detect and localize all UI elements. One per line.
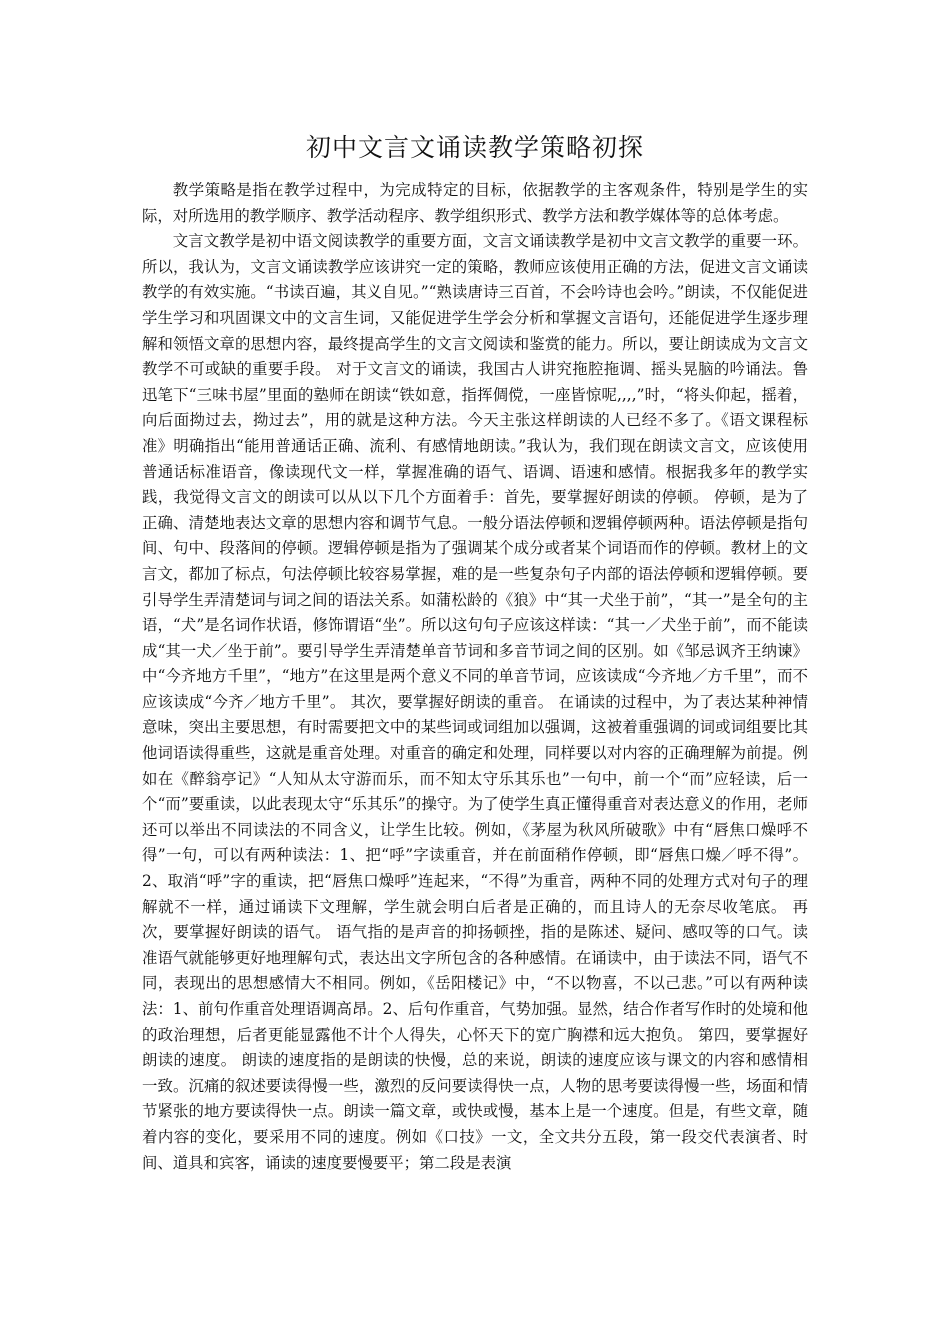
paragraph-main: 文言文教学是初中语文阅读教学的重要方面，文言文诵读教学是初中文言文教学的重要一环。所以，我认为，文言文诵读教学应该讲究一定的策略，教师应该使用正确的方法，促进文言文诵读教学的有效实施。“书读百遍，其义自见。”“熟读唐诗三百首，不会吟诗也会吟。”朗读，不仅能促进学生学习和巩固课文中的文言生词，又能促进学生学会分析和掌握文言语句，还能促进学生逐步理解和领悟文章的思想内容，最终提高学生的文言文阅读和鉴赏的能力。所以，要让朗读成为文言文教学不可或缺的重要手段。 对于文言文的诵读，我国古人讲究拖腔拖调、摇头晃脑的吟诵法。鲁迅笔下“三味书屋”里面的塾师在朗读“铁如意，指挥倜傥，一座皆惊呢,,,,”时，“将头仰起，摇着，向后面拗过去，拗过去”，用的就是这种方法。今天主张这样朗读的人已经不多了。《语文课程标准》明确指出“能用普通话正确、流利、有感情地朗读。”我认为，我们现在朗读文言文，应该使用普通话标准语音，像读现代文一样，掌握准确的语气、语调、语速和感情。根据我多年的教学实践，我觉得文言文的朗读可以从以下几个方面着手：首先，要掌握好朗读的停顿。 停顿，是为了正确、清楚地表达文章的思想内容和调节气息。一般分语法停顿和逻辑停顿两种。语法停顿是指句间、句中、段落间的停顿。逻辑停顿是指为了强调某个成分或者某个词语而作的停顿。教材上的文言文，都加了标点，句法停顿比较容易掌握，难的是一些复杂句子内部的语法停顿和逻辑停顿。要引导学生弄清楚词与词之间的语法关系。如蒲松龄的《狼》中“其一犬坐于前”，“其一”是全句的主语，“犬”是名词作状语，修饰谓语“坐”。所以这句句子应该这样读：“其一／犬坐于前”，而不能读成“其一犬／坐于前”。要引导学生弄清楚单音节词和多音节词之间的区别。如《邹忌讽齐王纳谏》中“今齐地方千里”，“地方”在这里是两个意义不同的单音节词，应该读成“今齐地／方千里”，而不应该读成“今齐／地方千里”。 其次，要掌握好朗读的重音。 在诵读的过程中，为了表达某种神情意味，突出主要思想，有时需要把文中的某些词或词组加以强调，这被着重强调的词或词组要比其他词语读得重些，这就是重音处理。对重音的确定和处理，同样要以对内容的正确理解为前提。例如在《醉翁亭记》“人知从太守游而乐，而不知太守乐其乐也”一句中，前一个“而”应轻读，后一个“而”要重读，以此表现太守“乐其乐”的操守。为了使学生真正懂得重音对表达意义的作用，老师还可以举出不同读法的不同含义，让学生比较。例如，《茅屋为秋风所破歌》中有“唇焦口燥呼不得”一句，可以有两种读法：1、把“呼”字读重音，并在前面稍作停顿，即“唇焦口燥／呼不得”。2、取消“呼”字的重读，把“唇焦口燥呼”连起来，“不得”为重音，两种不同的处理方式对句子的理解就不一样，通过诵读下文理解，学生就会明白后者是正确的，而且诗人的无奈尽收笔底。 再次，要掌握好朗读的语气。 语气指的是声音的抑扬顿挫，指的是陈述、疑问、感叹等的口气。读准语气就能够更好地理解句式，表达出文字所包含的各种感情。在诵读中，由于读法不同，语气不同，表现出的思想感情大不相同。例如，《岳阳楼记》中，“不以物喜，不以己悲。”可以有两种读法：1、前句作重音处理语调高昂。2、后句作重音，气势加强。显然，结合作者写作时的处境和他的政治理想，后者更能显露他不计个人得失，心怀天下的宽广胸襟和远大抱负。 第四，要掌握好朗读的速度。 朗读的速度指的是朗读的快慢，总的来说，朗读的速度应该与课文的内容和感情相一致。沉痛的叙述要读得慢一些，激烈的反问要读得快一点，人物的思考要读得慢一些，场面和情节紧张的地方要读得快一点。朗读一篇文章，或快或慢，基本上是一个速度。但是，有些文章，随着内容的变化，要采用不同的速度。例如《口技》一文，全文共分五段，第一段交代表演者、时间、道具和宾客，诵读的速度要慢要平；第二段是表演 xyxy=(142,232,808,1172)
document-title: 初中文言文诵读教学策略初探 xyxy=(305,133,644,162)
document-body xyxy=(142,178,808,1176)
paragraph-intro: 教学策略是指在教学过程中，为完成特定的目标，依据教学的主客观条件，特别是学生的实际，对所选用的教学顺序、教学活动程序、教学组织形式、教学方法和教学媒体等的总体考虑。 xyxy=(142,181,808,225)
